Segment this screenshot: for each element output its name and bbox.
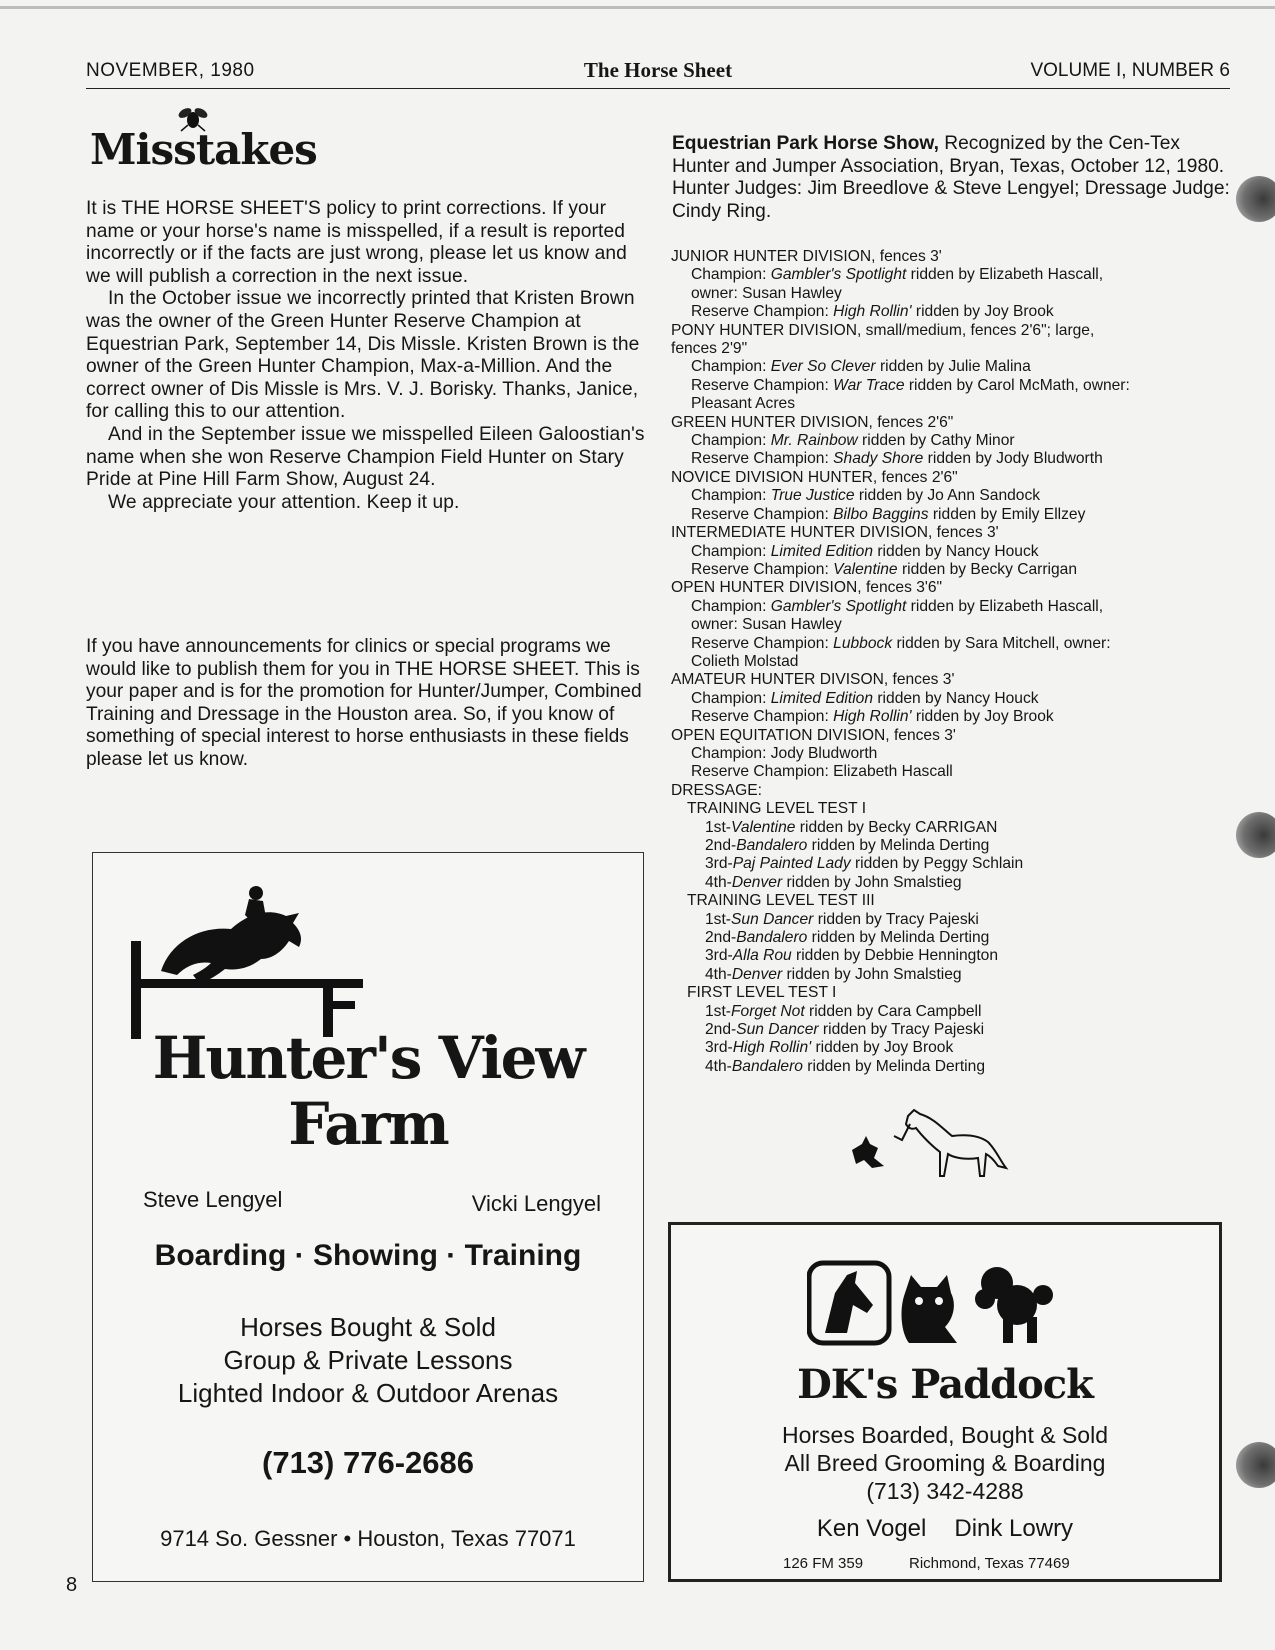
mistakes-paragraph: And in the September issue we misspelled Eileen Galoostian's name when she won Reserve Champion Field Hunter on Stary Pride at Pine Hill Farm Show, August 24. [86,423,645,491]
horse-and-cat-illustration-icon [848,1106,1018,1186]
phone-number: (713) 342-4288 [866,1478,1024,1504]
placing-line: 1st-Forget Not ridden by Cara Campbell [705,1002,982,1020]
division-heading-cont: fences 2'9" [671,340,748,358]
mistakes-heading: Misstakes [90,125,317,174]
result-line: Champion: True Justice ridden by Jo Ann Sandock [691,487,1041,505]
publication-title: The Horse Sheet [583,58,733,82]
horse-cat-poodle-logo-icon [807,1253,1067,1353]
mistakes-article [86,198,646,514]
placing-line: 3rd-Alla Rou ridden by Debbie Hennington [705,947,999,965]
binder-hole [1236,1442,1275,1488]
result-line: Champion: Gambler's Spotlight ridden by Elizabeth Hascall, [691,597,1104,615]
placing-line: 1st-Valentine ridden by Becky CARRIGAN [705,818,998,836]
division-heading: AMATEUR HUNTER DIVISON, fences 3' [671,671,955,689]
division-heading: PONY HUNTER DIVISION, small/medium, fences 2'6"; large, [671,321,1095,339]
address: 126 FM 359 [783,1555,864,1572]
dks-owners [671,1515,1219,1543]
horse-jumper-logo-icon [121,871,421,1041]
top-edge-line [0,6,1275,9]
services-detail [93,1311,643,1410]
binder-hole [1236,812,1275,858]
show-intro [672,133,1232,223]
service-line: Lighted Indoor & Outdoor Arenas [177,1378,559,1408]
show-intro-text: Recognized by the Cen-Tex Hunter and Jumper Association, Bryan, Texas, October 12, 1980. Hunter Judges: Jim Breedlove & Steve Lengyel; Dressage Judge: Cindy Ring. [672,133,1230,222]
hunters-view-ad [92,852,644,1582]
owner-name: Vicki Lengyel [471,1191,601,1216]
result-line: Reserve Champion: High Rollin' ridden by Joy Brook [691,303,1054,321]
result-line: owner: Susan Hawley [691,616,842,634]
result-line: Champion: Ever So Clever ridden by Julie Malina [691,358,1031,376]
dressage-heading: DRESSAGE: [671,781,762,799]
mistakes-paragraph: We appreciate your attention. Keep it up. [108,491,460,513]
division-heading: INTERMEDIATE HUNTER DIVISION, fences 3' [671,524,999,542]
farm-name-line2: Farm [288,1090,448,1158]
address: Richmond, Texas 77469 [909,1555,1070,1572]
dressage-test-heading: TRAINING LEVEL TEST I [687,800,867,818]
result-line: Reserve Champion: Lubbock ridden by Sara Mitchell, owner: [691,634,1111,652]
placing-line: 2nd-Bandalero ridden by Melinda Derting [705,929,990,947]
result-line: Reserve Champion: High Rollin' ridden by Joy Brook [691,708,1054,726]
placing-line: 4th-Denver ridden by John Smalstieg [705,965,962,983]
division-heading: OPEN HUNTER DIVISION, fences 3'6" [671,579,943,597]
division-heading: NOVICE DIVISION HUNTER, fences 2'6" [671,468,958,486]
result-line: Champion: Jody Bludworth [691,744,878,762]
hunters-view-farm-name [93,1025,643,1157]
placing-line: 2nd-Sun Dancer ridden by Tracy Pajeski [705,1021,985,1039]
placing-line: 2nd-Bandalero ridden by Melinda Derting [705,837,990,854]
farm-name-line1: Hunter's View [152,1024,584,1092]
division-heading: OPEN EQUITATION DIVISION, fences 3' [671,726,956,744]
result-line: Champion: Gambler's Spotlight ridden by Elizabeth Hascall, [691,266,1104,284]
owner-name: Ken Vogel [816,1515,927,1542]
announcement-article [86,636,646,772]
result-line: Pleasant Acres [691,395,796,413]
page-header [86,58,1230,89]
service-line: Group & Private Lessons [223,1345,513,1375]
issue-date: NOVEMBER, 1980 [86,60,255,81]
placing-line: 1st-Sun Dancer ridden by Tracy Pajeski [705,910,979,928]
result-line: Champion: Mr. Rainbow ridden by Cathy Minor [691,432,1015,450]
division-heading: JUNIOR HUNTER DIVISION, fences 3' [671,248,942,265]
placing-line: 3rd-Paj Painted Lady ridden by Peggy Schlain [705,855,1024,873]
show-results [671,248,1191,1076]
address: 9714 So. Gessner • Houston, Texas 77071 [160,1526,576,1551]
placing-line: 4th-Denver ridden by John Smalstieg [705,873,962,891]
result-line: Reserve Champion: Shady Shore ridden by Jody Bludworth [691,450,1103,468]
result-line: Reserve Champion: Valentine ridden by Becky Carrigan [691,560,1078,578]
result-line: Champion: Limited Edition ridden by Nancy Houck [691,542,1039,560]
phone-number: (713) 776-2686 [262,1445,474,1480]
owner-name: Dink Lowry [954,1515,1074,1542]
mistakes-paragraph: In the October issue we incorrectly printed that Kristen Brown was the owner of the Green Hunter Reserve Champion at Equestrian Park, September 14, Dis Missle. Kristen Brown is the owner of the Green Hunter Champion, Max-a-Million. And the correct owner of Dis Missle is Mrs. V. J. Borisky. Thanks, Janice, for calling this to our attention. [86,288,640,423]
service-line: Horses Boarded, Bought & Sold [781,1422,1109,1448]
result-line: owner: Susan Hawley [691,284,842,302]
result-line: Champion: Limited Edition ridden by Nancy Houck [691,689,1039,707]
result-line: Reserve Champion: Elizabeth Hascall [691,763,953,781]
show-name: Equestrian Park Horse Show, [672,133,939,154]
services-line: Boarding · Showing · Training [154,1239,582,1272]
result-line: Reserve Champion: Bilbo Baggins ridden by Emily Ellzey [691,505,1086,523]
volume-number: VOLUME I, NUMBER 6 [1030,60,1230,81]
result-line: Reserve Champion: War Trace ridden by Carol McMath, owner: [691,376,1130,394]
announcement-text: If you have announcements for clinics or special programs we would like to publish them for you in THE HORSE SHEET. This is your paper and is for the promotion for Hunter/Jumper, Combined Training and Dressage in the Houston area. So, if you know of something of special interest to horse enthusiasts in these fields please let us know. [86,636,642,770]
result-line: Colieth Molstad [691,652,799,670]
division-heading: GREEN HUNTER DIVISION, fences 2'6" [671,413,954,431]
service-line: Horses Bought & Sold [240,1312,496,1342]
dks-paddock-ad [668,1222,1222,1582]
page-number: 8 [66,1574,78,1596]
binder-hole [1236,176,1275,222]
dks-paddock-name: DK's Paddock [797,1361,1093,1408]
owner-name: Steve Lengyel [143,1187,283,1212]
dressage-test-heading: TRAINING LEVEL TEST III [687,892,875,910]
dks-services [671,1421,1219,1505]
dressage-test-heading: FIRST LEVEL TEST I [687,984,837,1002]
placing-line: 3rd-High Rollin' ridden by Joy Brook [705,1039,954,1057]
mistakes-paragraph: It is THE HORSE SHEET'S policy to print corrections. If your name or your horse's name is misspelled, if a result is reported incorrectly or if the facts are just wrong, please let us know and we will publish a correction in the next issue. [86,198,627,287]
service-line: All Breed Grooming & Boarding [784,1450,1106,1476]
placing-line: 4th-Bandalero ridden by Melinda Derting [705,1057,985,1075]
